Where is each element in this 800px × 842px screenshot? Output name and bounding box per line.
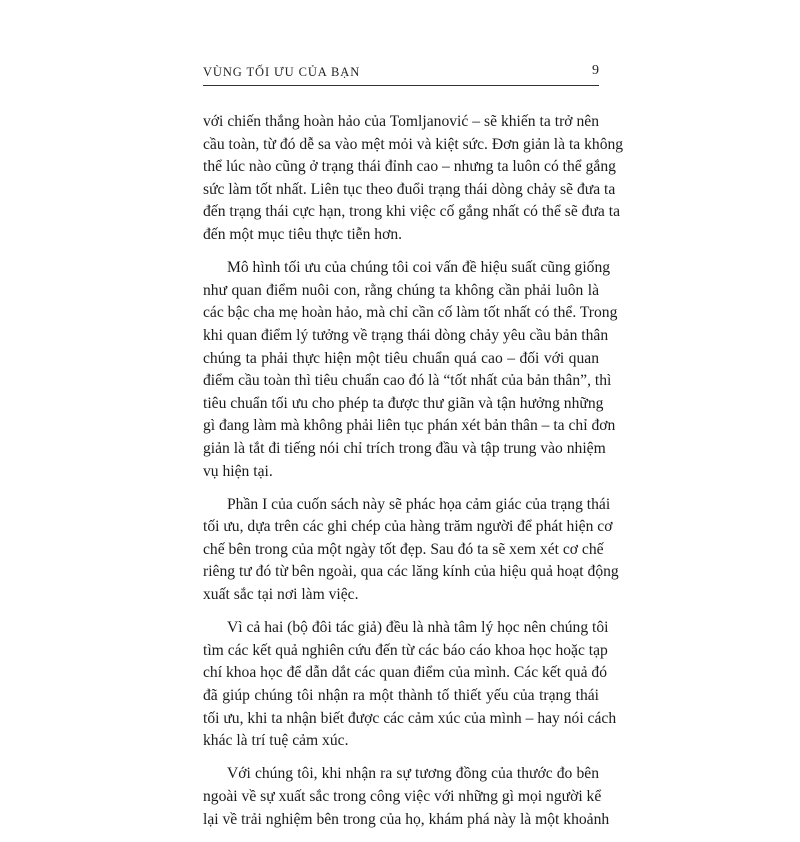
text-line: sức làm tốt nhất. Liên tục theo đuổi trạng thái dòng chảy sẽ đưa ta [203,180,616,198]
text-line: Với chúng tôi, khi nhận ra sự tương đồng của thước đo bên [227,765,599,783]
paragraph [203,257,618,483]
text-line: Mô hình tối ưu của chúng tôi coi vấn đề hiệu suất cũng giống [227,259,611,277]
paragraph [203,617,617,753]
text-line: chế bên trong của một ngày tốt đẹp. Sau đó ta sẽ xem xét cơ chế [203,540,604,558]
text-line: chí khoa học để dẫn dắt các quan điểm của mình. Các kết quả đó [203,664,607,682]
paragraph [203,494,619,607]
paragraph [203,111,624,247]
text-line: riêng tư đó từ bên ngoài, qua các lăng kính của hiệu quả hoạt động [203,563,619,581]
text-line: với chiến thắng hoàn hảo của Tomljanović – sẽ khiến ta trở nên [203,113,599,130]
text-line: tối ưu, dựa trên các ghi chép của hàng trăm người để phát hiện cơ [203,518,613,536]
text-line: Vì cả hai (bộ đôi tác giả) đều là nhà tâm lý học nên chúng tôi [227,619,609,637]
body-text [203,111,624,842]
text-line: như quan điểm nuôi con, rằng chúng ta không cần phải luôn là [203,281,599,299]
text-line: khác là trí tuệ cảm xúc. [203,732,349,750]
book-title: VÙNG TỐI ƯU CỦA BẠN [203,65,361,79]
text-line: đến một mục tiêu thực tiễn hơn. [203,225,403,243]
paragraph [203,763,610,831]
page-number: 9 [592,63,599,78]
text-line: khi quan điểm lý tưởng về trạng thái dòng chảy yêu cầu bản thân [203,326,609,344]
running-head [203,63,599,85]
text-line: Phần I của cuốn sách này sẽ phác họa cảm giác của trạng thái [227,495,611,513]
text-line: thể lúc nào cũng ở trạng thái đỉnh cao – nhưng ta luôn có thể gắng [203,158,616,176]
text-line: cầu toàn, từ đó dễ sa vào mệt mỏi và kiệt sức. Đơn giản là ta không [203,135,624,153]
text-line: điểm cầu toàn thì tiêu chuẩn cao đó là “tốt nhất của bản thân”, thì [203,372,612,390]
text-line: lại về trải nghiệm bên trong của họ, khám phá này là một khoảnh [203,810,610,828]
text-line: ngoài về sự xuất sắc trong công việc với những gì mọi người kể [203,788,602,805]
text-line: đã giúp chúng tôi nhận ra một thành tố thiết yếu của trạng thái [203,687,599,705]
text-line: tiêu chuẩn tối ưu cho phép ta được thư giãn và tận hưởng những [203,394,604,412]
text-line: gì đang làm mà không phải liên tục phán xét bản thân – ta chỉ đơn [203,417,616,435]
text-line: giản là tắt đi tiếng nói chỉ trích trong đầu và tập trung vào nhiệm [203,439,606,457]
text-line: đến trạng thái cực hạn, trong khi việc cố gắng nhất có thể sẽ đưa ta [203,203,620,221]
text-line: vụ hiện tại. [203,462,273,480]
text-line: xuất sắc tại nơi làm việc. [203,586,359,604]
text-line: các bậc cha mẹ hoàn hảo, mà chỉ cần cố làm tốt nhất có thể. Trong [203,304,618,322]
text-line: tối ưu, khi ta nhận biết được các cảm xúc của mình – hay nói cách [203,709,617,727]
text-line: chúng ta phải thực hiện một tiêu chuẩn quá cao – đối với quan [203,349,599,367]
text-line: tìm các kết quả nghiên cứu đến từ các báo cáo khoa học hoặc tạp [203,641,608,659]
header-rule [203,85,599,86]
